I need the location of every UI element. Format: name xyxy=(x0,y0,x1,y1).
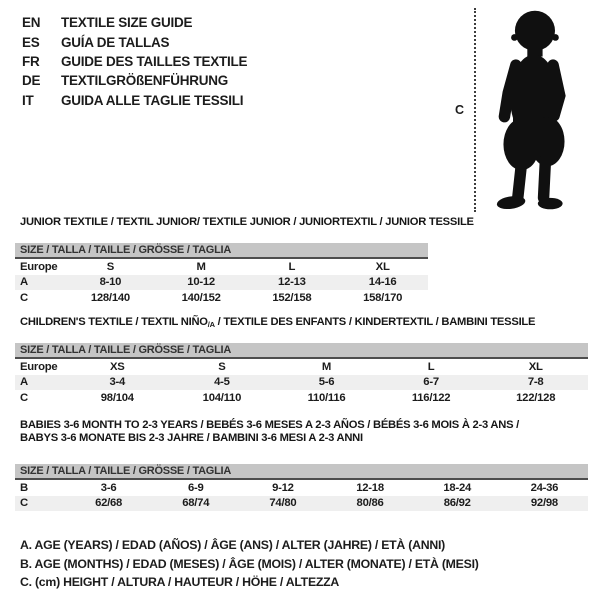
table-cell: 80/86 xyxy=(356,497,384,510)
table-cell: 104/110 xyxy=(202,391,242,404)
table-cell: 62/68 xyxy=(95,497,123,510)
table-cell: 3-6 xyxy=(100,481,117,494)
height-measure-dotted-line xyxy=(474,8,476,212)
table-cell: B xyxy=(20,481,28,494)
language-title-list xyxy=(22,13,247,110)
table-cell: C xyxy=(20,497,28,510)
babies-size-table xyxy=(15,480,588,511)
table-cell: 6-9 xyxy=(187,481,204,494)
junior-heading: JUNIOR TEXTILE / TEXTIL JUNIOR/ TEXTILE JUNIOR / JUNIORTEXTIL / JUNIOR TESSILE xyxy=(20,216,474,228)
table-cell: 8-10 xyxy=(99,276,122,289)
babies-size-header-bar: SIZE / TALLA / TAILLE / GRÖSSE / TAGLIA xyxy=(15,464,588,480)
table-cell: M xyxy=(321,360,332,373)
table-cell: 116/122 xyxy=(411,391,451,404)
table-cell: 110/116 xyxy=(307,391,346,404)
table-cell: XL xyxy=(528,360,543,373)
children-heading xyxy=(20,316,588,331)
table-cell: C xyxy=(20,391,28,404)
table-cell: Europe xyxy=(20,260,58,273)
table-cell: 92/98 xyxy=(530,497,558,510)
table-cell: 12-13 xyxy=(278,276,306,289)
table-cell: 3-4 xyxy=(109,376,126,389)
table-cell: S xyxy=(218,360,226,373)
table-cell: 128/140 xyxy=(90,291,130,304)
table-cell: 18-24 xyxy=(443,481,472,494)
table-cell: L xyxy=(427,360,435,373)
table-cell: 7-8 xyxy=(527,376,544,389)
lang-title: GUIDA ALLE TAGLIE TESSILI xyxy=(61,92,244,108)
table-row xyxy=(15,375,588,391)
table-cell: 86/92 xyxy=(443,497,471,510)
table-cell: 9-12 xyxy=(272,481,294,494)
table-row xyxy=(15,259,428,275)
table-cell: 14-16 xyxy=(368,276,397,289)
table-cell: S xyxy=(106,260,115,273)
table-cell: 122/128 xyxy=(516,391,556,404)
children-heading-suffix: / TEXTILE DES ENFANTS / KINDERTEXTIL / BAMBINI TESSILE xyxy=(214,316,536,328)
measure-label-c: C xyxy=(455,103,464,117)
lang-row-es xyxy=(22,32,247,51)
table-row xyxy=(15,275,428,291)
table-cell: 5-6 xyxy=(318,376,335,389)
table-cell: 24-36 xyxy=(530,481,559,494)
lang-title: GUIDE DES TAILLES TEXTILE xyxy=(61,53,248,69)
junior-size-table xyxy=(15,259,428,306)
junior-size-header-bar: SIZE / TALLA / TAILLE / GRÖSSE / TAGLIA xyxy=(15,243,428,259)
table-cell: 68/74 xyxy=(182,497,210,510)
table-row xyxy=(15,359,588,375)
table-cell: 140/152 xyxy=(181,291,221,304)
legend-line-c: C. (cm) HEIGHT / ALTURA / HAUTEUR / HÖHE / ALTEZZA xyxy=(20,575,340,589)
table-cell: A xyxy=(20,376,28,389)
table-row xyxy=(15,480,588,496)
legend-line-a: A. AGE (YEARS) / EDAD (AÑOS) / ÂGE (ANS) / ALTER (JAHRE) / ETÀ (ANNI) xyxy=(20,538,445,552)
table-cell: 98/104 xyxy=(100,391,134,404)
table-cell: L xyxy=(288,260,296,273)
measurement-legend xyxy=(20,536,479,592)
lang-title: GUÍA DE TALLAS xyxy=(61,34,170,50)
children-heading-subscript: /A xyxy=(207,320,215,329)
lang-row-de xyxy=(22,71,247,90)
legend-line-b: B. AGE (MONTHS) / EDAD (MESES) / ÂGE (MOIS) / ALTER (MONATE) / ETÀ (MESI) xyxy=(20,556,479,571)
table-cell: 4-5 xyxy=(214,376,230,389)
table-cell: 152/158 xyxy=(272,291,312,304)
babies-heading-line1: BABIES 3-6 MONTH TO 2-3 YEARS / BEBÉS 3-6 MESES A 2-3 AÑOS / BÉBÉS 3-6 MOIS À 2-3 ANS / xyxy=(20,419,520,431)
lang-code: FR xyxy=(22,53,40,69)
children-size-table xyxy=(15,359,588,406)
table-row xyxy=(15,390,588,406)
table-cell: C xyxy=(20,291,28,304)
table-cell: 10-12 xyxy=(187,276,215,289)
table-cell: Europe xyxy=(20,360,58,373)
lang-code: ES xyxy=(22,34,40,50)
baby-toddler-silhouette-icon xyxy=(485,5,583,215)
table-cell: M xyxy=(196,260,206,273)
table-cell: XL xyxy=(375,260,390,273)
lang-row-it xyxy=(22,91,247,110)
lang-code: EN xyxy=(22,15,41,31)
table-cell: XS xyxy=(110,360,125,373)
babies-heading-line2: BABYS 3-6 MONATE BIS 2-3 JAHRE / BAMBINI 3-6 MESI A 2-3 ANNI xyxy=(20,432,363,444)
table-cell: 74/80 xyxy=(269,497,297,510)
section-babies-textile xyxy=(15,419,588,511)
children-size-header-bar: SIZE / TALLA / TAILLE / GRÖSSE / TAGLIA xyxy=(15,343,588,359)
lang-row-fr xyxy=(22,52,247,71)
table-row xyxy=(15,496,588,512)
section-childrens-textile xyxy=(15,316,588,406)
table-cell: 158/170 xyxy=(363,291,403,304)
table-cell: 6-7 xyxy=(423,376,439,389)
table-cell: 12-18 xyxy=(356,481,384,494)
lang-code: DE xyxy=(22,73,41,89)
table-cell: A xyxy=(20,276,28,289)
lang-code: IT xyxy=(22,92,34,108)
section-junior-textile xyxy=(15,216,474,306)
children-heading-prefix: CHILDREN'S TEXTILE / TEXTIL NIÑO xyxy=(20,316,208,328)
table-row xyxy=(15,290,428,306)
lang-title: TEXTILE SIZE GUIDE xyxy=(61,15,193,31)
lang-title: TEXTILGRÖßENFÜHRUNG xyxy=(61,73,228,89)
lang-row-en xyxy=(22,13,247,32)
